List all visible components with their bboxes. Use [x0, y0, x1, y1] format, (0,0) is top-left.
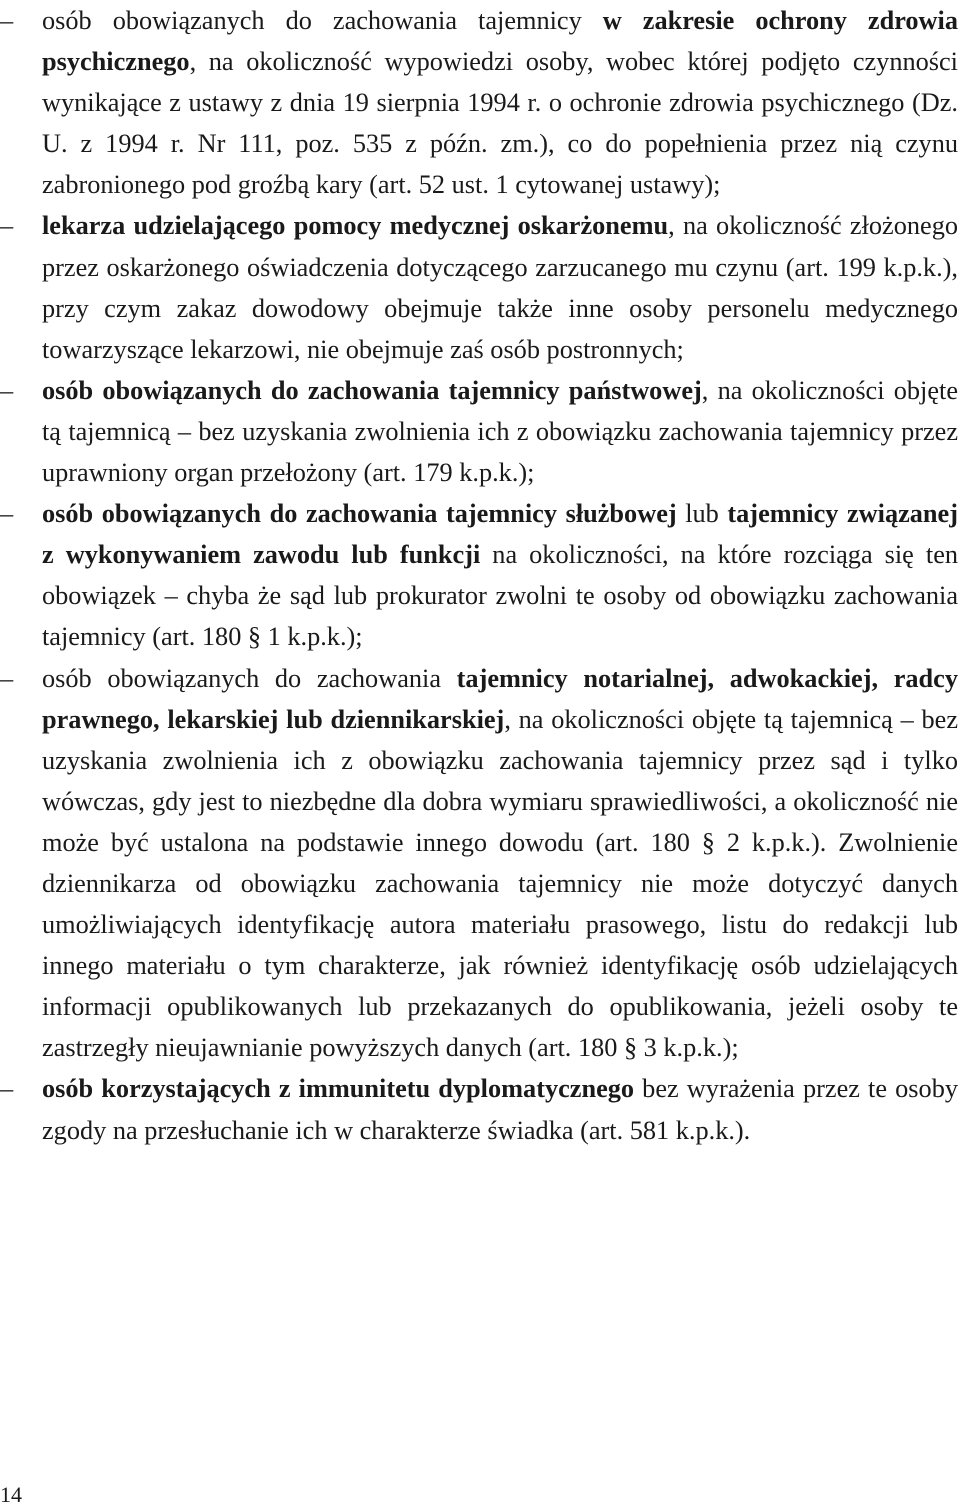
list-item	[0, 1068, 960, 1150]
text-segment: , na okoliczności objęte tą tajemnicą – bez uzyskania zwolnienia ich z obowiązku zachowania tajemnicy przez sąd i tylko wówczas, gdy jest to niezbędne dla dobra wymiaru sprawiedliwości, a okoliczność nie może być ustalona na podstawie innego dowodu (art. 180 § 2 k.p.k.). Zwolnienie dziennikarza od obowiązku zachowania tajemnicy nie może dotyczyć danych umożliwiających identyfikację autora materiału prasowego, listu do redakcji lub innego materiału o tym charakterze, jak również identyfikację osób udzielających informacji opublikowanych lub przekazanych do opublikowania, jeżeli osoby te zastrzegły nieujawnianie powyższych danych (art. 180 § 3 k.p.k.);	[42, 704, 959, 1063]
dash-bullet: –	[0, 6, 14, 35]
text-segment: , na okoliczność wypowiedzi osoby, wobec której podjęto czynności wynikające z ustawy z dnia 19 sierpnia 1994 r. o ochronie zdrowia psychicznego (Dz. U. z 1994 r. Nr 111, poz. 535 z późn. zm.), co do popełnienia przez nią czynu zabronionego pod groźbą kary (art. 52 ust. 1 cytowanej ustawy);	[42, 47, 958, 200]
bold-phrase: osób obowiązanych do zachowania tajemnicy służbowej	[42, 499, 677, 529]
dash-bullet: –	[0, 1074, 14, 1104]
list-item	[0, 205, 960, 369]
dash-bullet: –	[0, 375, 14, 405]
bold-phrase: osób korzystających z immunitetu dyplomatycznego	[42, 1074, 635, 1104]
text-segment: lub	[676, 499, 728, 529]
text-segment: osób obowiązanych do zachowania	[42, 663, 457, 693]
bold-phrase: osób obowiązanych do zachowania tajemnicy państwowej	[42, 375, 702, 405]
text-segment: na okoliczności, na które rozciąga się ten obowiązek – chyba że sąd lub prokurator zwolni te osoby od obowiązku zachowania tajemnicy (art. 180 § 1 k.p.k.);	[42, 540, 959, 652]
bold-phrase: w zakresie ochrony zdrowia psychicznego	[42, 6, 959, 77]
dash-bullet: –	[0, 211, 14, 241]
dash-bullet: –	[0, 499, 14, 529]
text-segment: osób obowiązanych do zachowania tajemnicy	[42, 6, 603, 35]
list-item	[0, 493, 960, 657]
bold-phrase: tajemnicy związanej z wykonywaniem zawodu lub funkcji	[42, 499, 958, 570]
text-segment: , na okoliczności objęte tą tajemnicą – bez uzyskania zwolnienia ich z obowiązku zachowania tajemnicy przez uprawniony organ przełożony (art. 179 k.p.k.);	[42, 375, 959, 488]
page-number: 14	[0, 1482, 22, 1507]
list-item	[0, 658, 960, 1069]
list-item	[0, 0, 960, 205]
text-segment: bez wyrażenia przez te osoby zgody na przesłuchanie ich w charakterze świadka (art. 581 k.p.k.).	[42, 1074, 958, 1145]
dash-bullet: –	[0, 663, 14, 693]
text-segment: , na okoliczność złożonego przez oskarżonego oświadczenia dotyczącego zarzucanego mu czynu (art. 199 k.p.k.), przy czym zakaz dowodowy obejmuje także inne osoby personelu medycznego towarzyszące lekarzowi, nie obejmuje zaś osób postronnych;	[42, 211, 958, 364]
bold-phrase: tajemnicy notarialnej, adwokackiej, radcy prawnego, lekarskiej lub dziennikarskiej	[42, 663, 958, 734]
list-item	[0, 370, 960, 493]
bold-phrase: lekarza udzielającego pomocy medycznej oskarżonemu	[42, 211, 669, 241]
